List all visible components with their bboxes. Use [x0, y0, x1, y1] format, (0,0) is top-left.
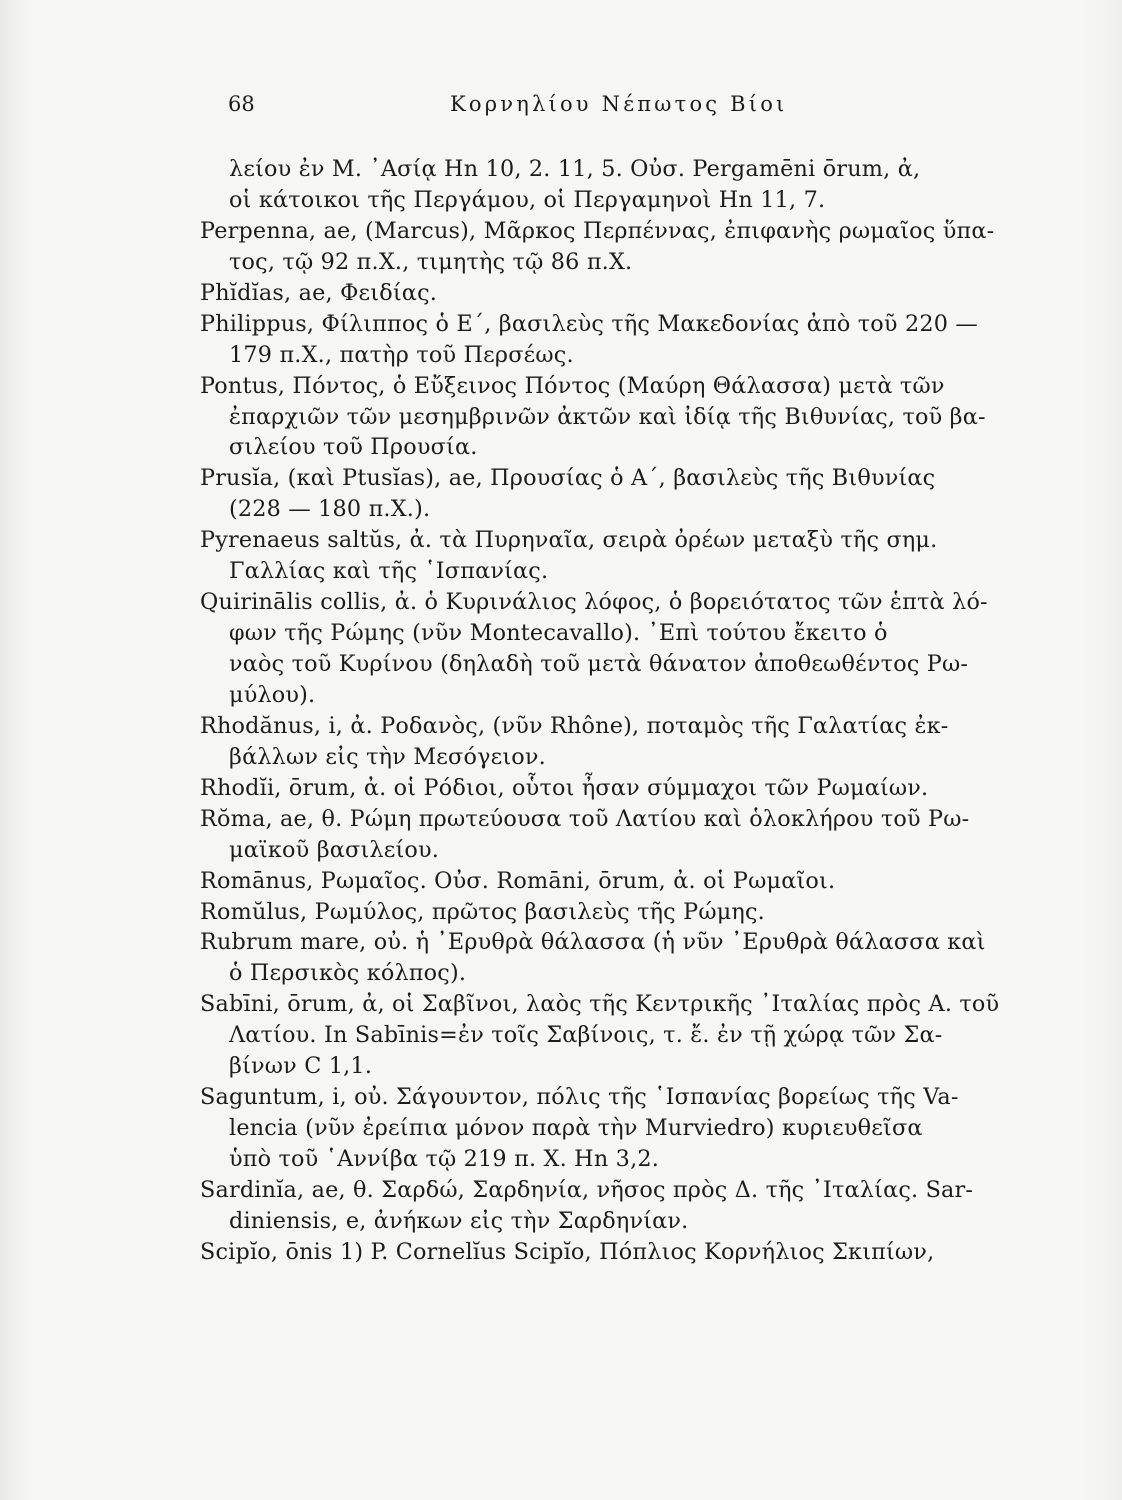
entry-headword-line: Philippus, Φίλιππος ὁ Ε΄, βασιλεὺς τῆς Μακεδονίας ἀπὸ τοῦ 220 — [200, 310, 978, 337]
entry-headword-line: Rubrum mare, οὐ. ἡ ᾿Ερυθρὰ θάλασσα (ἡ νῦν ᾿Ερυθρὰ θάλασσα καὶ [200, 929, 986, 956]
entry-continuation-line: ναὸς τοῦ Κυρίνου (δηλαδὴ τοῦ μετὰ θάνατον ἀποθεωθέντος Ρω- [229, 651, 969, 677]
entry-continuation-line: λείου ἐν Μ. ᾿Ασίᾳ Hn 10, 2. 11, 5. Οὐσ. Pergamēni ōrum, ἀ, [229, 156, 921, 182]
entry-headword-line: Perpenna, ae, (Marcus), Μᾶρκος Περπέννας, ἐπιφανὴς ρωμαῖος ὕπα- [200, 217, 995, 244]
entry-headword-line: Rhodĭi, ōrum, ἀ. οἱ Ρόδιοι, οὗτοι ἦσαν σύμμαχοι τῶν Ρωμαίων. [200, 774, 929, 801]
entry-continuation-line: τος, τῷ 92 π.Χ., τιμητὴς τῷ 86 π.Χ. [229, 248, 633, 275]
entry-headword-line: Scipĭo, ōnis 1) P. Cornelĭus Scipĭo, Πόπλιος Κορνήλιος Σκιπίων, [200, 1238, 935, 1265]
entry-continuation-line: φων τῆς Ρώμης (νῦν Montecavallo). ᾿Επὶ τούτου ἔκειτο ὁ [229, 620, 888, 647]
glossary-text [200, 154, 1100, 1268]
entry-continuation-line: lencia (νῦν ἐρείπια μόνον παρὰ τὴν Murviedro) κυριευθεῖσα [229, 1115, 923, 1142]
entry-continuation-line: μαϊκοῦ βασιλείου. [229, 836, 440, 863]
entry-headword-line: Rhodănus, i, ἀ. Ροδανὸς, (νῦν Rhône), ποταμὸς τῆς Γαλατίας ἐκ- [200, 712, 949, 739]
entry-continuation-line: σιλείου τοῦ Προυσία. [229, 434, 478, 461]
entry-headword-line: Rŏma, ae, θ. Ρώμη πρωτεύουσα τοῦ Λατίου καὶ ὁλοκλήρου τοῦ Ρω- [200, 805, 970, 832]
page-number: 68 [228, 92, 255, 116]
entry-headword-line: Sardinĭa, ae, θ. Σαρδώ, Σαρδηνία, νῆσος πρὸς Δ. τῆς ᾿Ιταλίας. Sar- [200, 1176, 974, 1203]
entry-headword-line: Saguntum, i, οὐ. Σάγουντον, πόλις τῆς ῾Ισπανίας βορείως τῆς Va- [200, 1084, 959, 1111]
entry-headword-line: Prusĭa, (καὶ Ptusĭas), ae, Προυσίας ὁ Α΄, βασιλεὺς τῆς Βιθυνίας [200, 465, 936, 492]
entry-headword-line: Romŭlus, Ρωμύλος, πρῶτος βασιλεὺς τῆς Ρώμης. [200, 898, 765, 925]
entry-continuation-line: (228 — 180 π.Χ.). [229, 496, 431, 523]
running-title: Κορνηλίου Νέπωτος Βίοι [450, 92, 788, 116]
entry-headword-line: Romānus, Ρωμαῖος. Οὐσ. Romāni, ōrum, ἀ. οἱ Ρωμαῖοι. [200, 867, 836, 894]
entry-continuation-line: ὑπὸ τοῦ ῾Αννίβα τῷ 219 π. Χ. Hn 3,2. [229, 1146, 660, 1172]
entry-continuation-line: Γαλλίας καὶ τῆς ῾Ισπανίας. [229, 558, 549, 585]
entry-headword-line: Quirinālis collis, ἀ. ὁ Κυρινάλιος λόφος, ὁ βορειότατος τῶν ἑπτὰ λό- [200, 589, 988, 616]
entry-continuation-line: βίνων C 1,1. [229, 1053, 373, 1080]
entry-continuation-line: ἐπαρχιῶν τῶν μεσημβρινῶν ἀκτῶν καὶ ἰδίᾳ τῆς Βιθυνίας, τοῦ βα- [229, 403, 986, 430]
entry-continuation-line: 179 π.Χ., πατὴρ τοῦ Περσέως. [229, 341, 574, 368]
entry-continuation-line: diniensis, e, ἀνήκων εἰς τὴν Σαρδηνίαν. [229, 1207, 689, 1234]
entry-headword-line: Sabīni, ōrum, ἀ, οἱ Σαβῖνοι, λαὸς τῆς Κεντρικῆς ᾿Ιταλίας πρὸς Α. τοῦ [200, 991, 1000, 1018]
entry-continuation-line: μύλου). [229, 681, 316, 708]
entry-headword-line: Phĭdĭas, ae, Φειδίας. [200, 279, 438, 306]
entry-headword-line: Pontus, Πόντος, ὁ Εὔξεινος Πόντος (Μαύρη Θάλασσα) μετὰ τῶν [200, 372, 945, 399]
entry-continuation-line: βάλλων εἰς τὴν Μεσόγειον. [229, 743, 546, 770]
entry-continuation-line: ὁ Περσικὸς κόλπος). [229, 960, 467, 987]
entry-continuation-line: οἱ κάτοικοι τῆς Περγάμου, οἱ Περγαμηνοὶ Hn 11, 7. [229, 186, 826, 213]
entry-headword-line: Pyrenaeus saltŭs, ἀ. τὰ Πυρηναῖα, σειρὰ ὀρέων μεταξὺ τῆς σημ. [200, 527, 938, 554]
page-header [228, 92, 908, 128]
entry-continuation-line: Λατίου. In Sabīnis=ἐν τοῖς Σαβίνοις, τ. ἔ. ἐν τῇ χώρᾳ τῶν Σα- [229, 1022, 943, 1049]
